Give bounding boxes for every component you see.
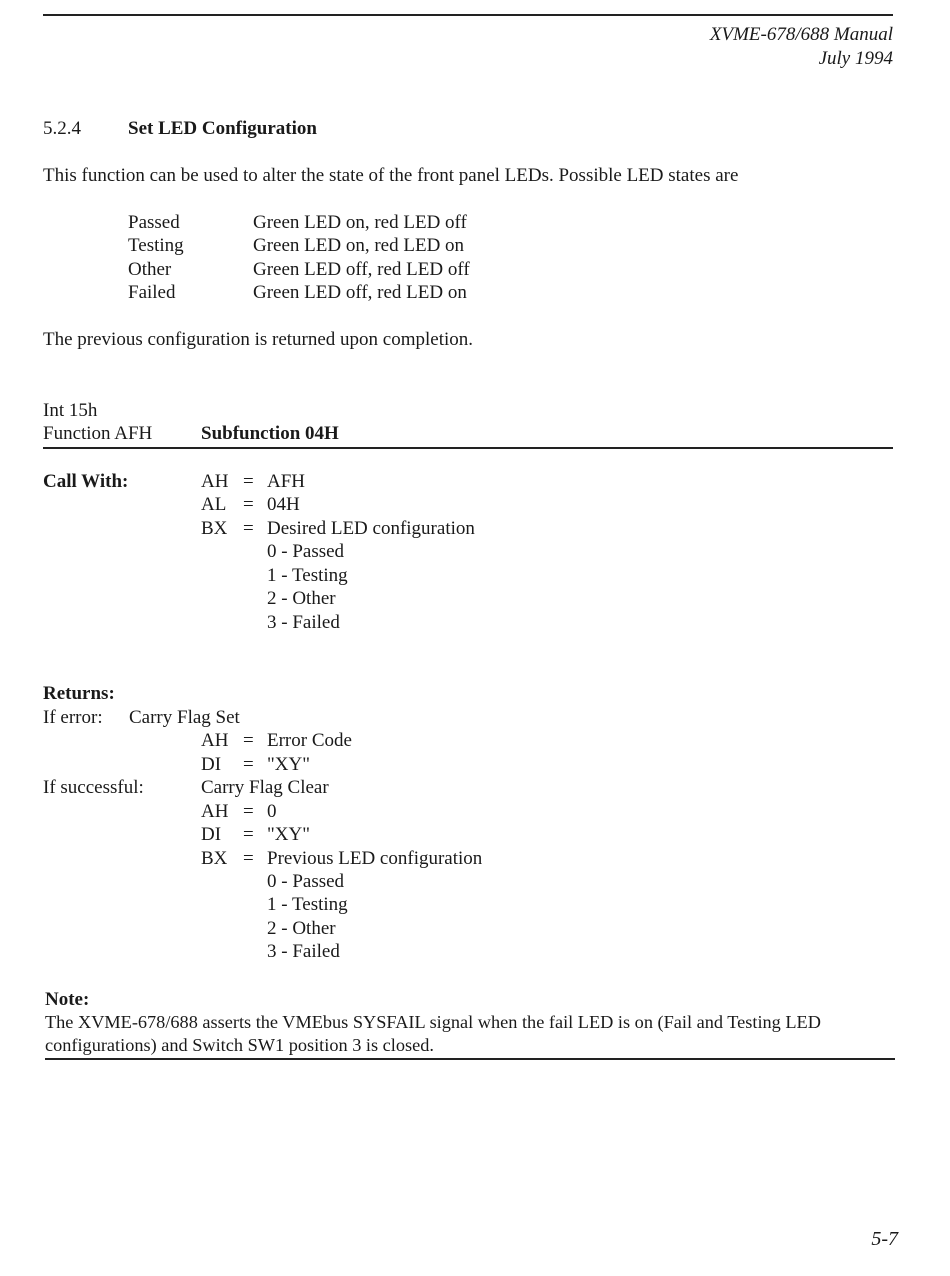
register-value: Previous LED configuration: [267, 848, 483, 869]
register-name: DI: [201, 754, 222, 775]
completion-note: The previous configuration is returned upon completion.: [43, 329, 474, 350]
equals-sign: =: [243, 471, 254, 492]
register-value: "XY": [267, 824, 310, 845]
register-value: 0: [267, 801, 277, 822]
note-text-line1: The XVME-678/688 asserts the VMEbus SYSFAIL signal when the fail LED is on (Fail and Testing LED: [45, 1012, 821, 1032]
register-value: Desired LED configuration: [267, 518, 475, 539]
equals-sign: =: [243, 730, 254, 751]
call-with-label: Call With:: [43, 471, 129, 492]
section-title: Set LED Configuration: [128, 118, 317, 139]
equals-sign: =: [243, 754, 254, 775]
equals-sign: =: [243, 848, 254, 869]
register-name: AL: [201, 494, 227, 515]
led-state-name: Failed: [128, 282, 176, 303]
equals-sign: =: [243, 824, 254, 845]
equals-sign: =: [243, 494, 254, 515]
function-rule: [43, 447, 893, 449]
register-value: "XY": [267, 754, 310, 775]
led-state-description: Green LED off, red LED on: [253, 282, 467, 303]
equals-sign: =: [243, 801, 254, 822]
config-option: 1 - Testing: [267, 894, 348, 915]
config-option: 3 - Failed: [267, 612, 340, 633]
register-value: 04H: [267, 494, 300, 515]
config-option: 1 - Testing: [267, 565, 348, 586]
note-text-line2: configurations) and Switch SW1 position 3 is closed.: [45, 1035, 434, 1055]
register-value: Error Code: [267, 730, 352, 751]
led-state-name: Other: [128, 259, 172, 280]
register-name: DI: [201, 824, 222, 845]
led-state-name: Passed: [128, 212, 180, 233]
returns-label: Returns:: [43, 683, 115, 704]
register-name: BX: [201, 518, 228, 539]
intro-paragraph: This function can be used to alter the state of the front panel LEDs. Possible LED states are: [43, 165, 739, 186]
led-state-name: Testing: [128, 235, 184, 256]
function-label: Function AFH: [43, 423, 153, 444]
success-label: If successful:: [43, 777, 144, 798]
error-label: If error:: [43, 707, 103, 728]
register-name: BX: [201, 848, 228, 869]
config-option: 0 - Passed: [267, 871, 345, 892]
led-state-description: Green LED on, red LED on: [253, 235, 465, 256]
page-number: 5-7: [871, 1228, 898, 1250]
config-option: 2 - Other: [267, 918, 336, 939]
success-flag: Carry Flag Clear: [201, 777, 329, 798]
section-number: 5.2.4: [43, 118, 81, 139]
config-option: 3 - Failed: [267, 941, 340, 962]
register-name: AH: [201, 730, 229, 751]
interrupt-label: Int 15h: [43, 400, 98, 421]
subfunction-label: Subfunction 04H: [201, 423, 339, 444]
config-option: 2 - Other: [267, 588, 336, 609]
register-name: AH: [201, 801, 229, 822]
led-state-description: Green LED off, red LED off: [253, 259, 470, 280]
manual-date: July 1994: [818, 48, 893, 69]
manual-title: XVME-678/688 Manual: [709, 24, 893, 45]
bottom-rule: [45, 1058, 895, 1060]
top-rule: [43, 14, 893, 16]
led-state-description: Green LED on, red LED off: [253, 212, 467, 233]
register-value: AFH: [267, 471, 306, 492]
note-label: Note:: [45, 989, 90, 1010]
error-flag: Carry Flag Set: [129, 707, 240, 728]
config-option: 0 - Passed: [267, 541, 345, 562]
equals-sign: =: [243, 518, 254, 539]
register-name: AH: [201, 471, 229, 492]
